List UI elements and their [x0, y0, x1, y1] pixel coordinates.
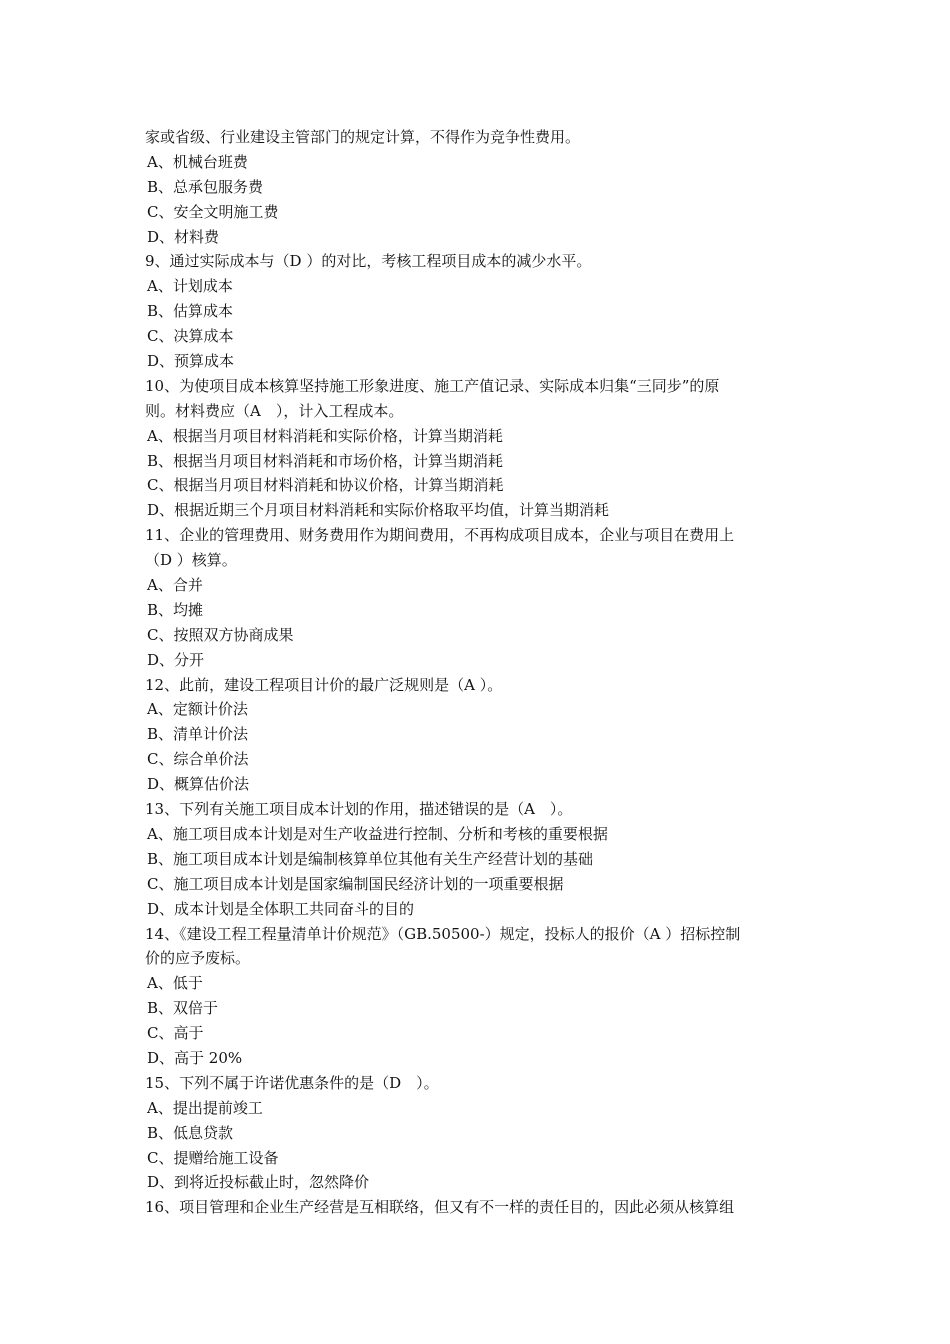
question-text: 12、此前，建设工程项目计价的最广泛规则是（A ）。 [145, 675, 503, 694]
answer-option: D、概算估价法 [147, 775, 250, 794]
answer-option: A、机械台班费 [147, 152, 248, 171]
question-text: 14、《建设工程工程量清单计价规范》（GB.50500-）规定，投标人的报价（A ）招标控制 [145, 924, 741, 943]
answer-option: C、决算成本 [147, 327, 234, 346]
answer-option: C、高于 [147, 1024, 204, 1043]
answer-option: D、成本计划是全体职工共同奋斗的目的 [147, 899, 415, 918]
question-text: 11、企业的管理费用、财务费用作为期间费用，不再构成项目成本，企业与项目在费用上 [145, 526, 735, 545]
answer-option: A、计划成本 [147, 277, 233, 296]
answer-option: B、双倍于 [147, 999, 219, 1018]
question-text: 价的应予废标。 [145, 949, 251, 968]
answer-option: B、低息贷款 [147, 1123, 234, 1142]
question-text: 16、项目管理和企业生产经营是互相联络，但又有不一样的责任目的，因此必须从核算组 [145, 1198, 735, 1217]
answer-option: C、根据当月项目材料消耗和协议价格，计算当期消耗 [147, 476, 504, 495]
answer-option: B、总承包服务费 [147, 177, 264, 196]
question-text: 13、下列有关施工项目成本计划的作用，描述错误的是（A ）。 [145, 800, 573, 819]
answer-option: B、根据当月项目材料消耗和市场价格，计算当期消耗 [147, 451, 504, 470]
answer-option: B、施工项目成本计划是编制核算单位其他有关生产经营计划的基础 [147, 849, 594, 868]
answer-option: B、均摊 [147, 600, 204, 619]
answer-option: A、低于 [147, 974, 203, 993]
question-text: 则。材料费应（A ），计入工程成本。 [145, 401, 404, 420]
answer-option: D、高于 20% [147, 1048, 243, 1067]
question-text: （D ）核算。 [145, 551, 237, 570]
answer-option: A、施工项目成本计划是对生产收益进行控制、分析和考核的重要根据 [147, 824, 608, 843]
answer-option: C、提赠给施工设备 [147, 1148, 279, 1167]
question-text: 15、下列不属于许诺优惠条件的是（D ）。 [145, 1073, 439, 1092]
document-page [145, 125, 810, 1220]
question-text: 9、通过实际成本与（D ）的对比，考核工程项目成本的减少水平。 [145, 252, 592, 271]
answer-option: C、按照双方协商成果 [147, 625, 294, 644]
answer-option: A、合并 [147, 576, 203, 595]
answer-option: D、根据近期三个月项目材料消耗和实际价格取平均值，计算当期消耗 [147, 501, 610, 520]
question-text: 家或省级、行业建设主管部门的规定计算，不得作为竞争性费用。 [145, 128, 581, 146]
answer-option: B、估算成本 [147, 302, 234, 321]
answer-option: A、定额计价法 [147, 700, 248, 719]
answer-option: B、清单计价法 [147, 725, 249, 744]
answer-option: A、根据当月项目材料消耗和实际价格，计算当期消耗 [147, 426, 503, 445]
answer-option: C、施工项目成本计划是国家编制国民经济计划的一项重要根据 [147, 874, 564, 893]
answer-option: A、提出提前竣工 [147, 1098, 263, 1117]
answer-option: D、材料费 [147, 227, 220, 246]
answer-option: D、分开 [147, 650, 205, 669]
answer-option: D、到将近投标截止时，忽然降价 [147, 1173, 370, 1192]
answer-option: C、综合单价法 [147, 750, 249, 769]
answer-option: C、安全文明施工费 [147, 202, 279, 221]
answer-option: D、预算成本 [147, 352, 235, 371]
question-text: 10、为使项目成本核算坚持施工形象进度、施工产值记录、实际成本归集“三同步”的原 [145, 376, 720, 395]
